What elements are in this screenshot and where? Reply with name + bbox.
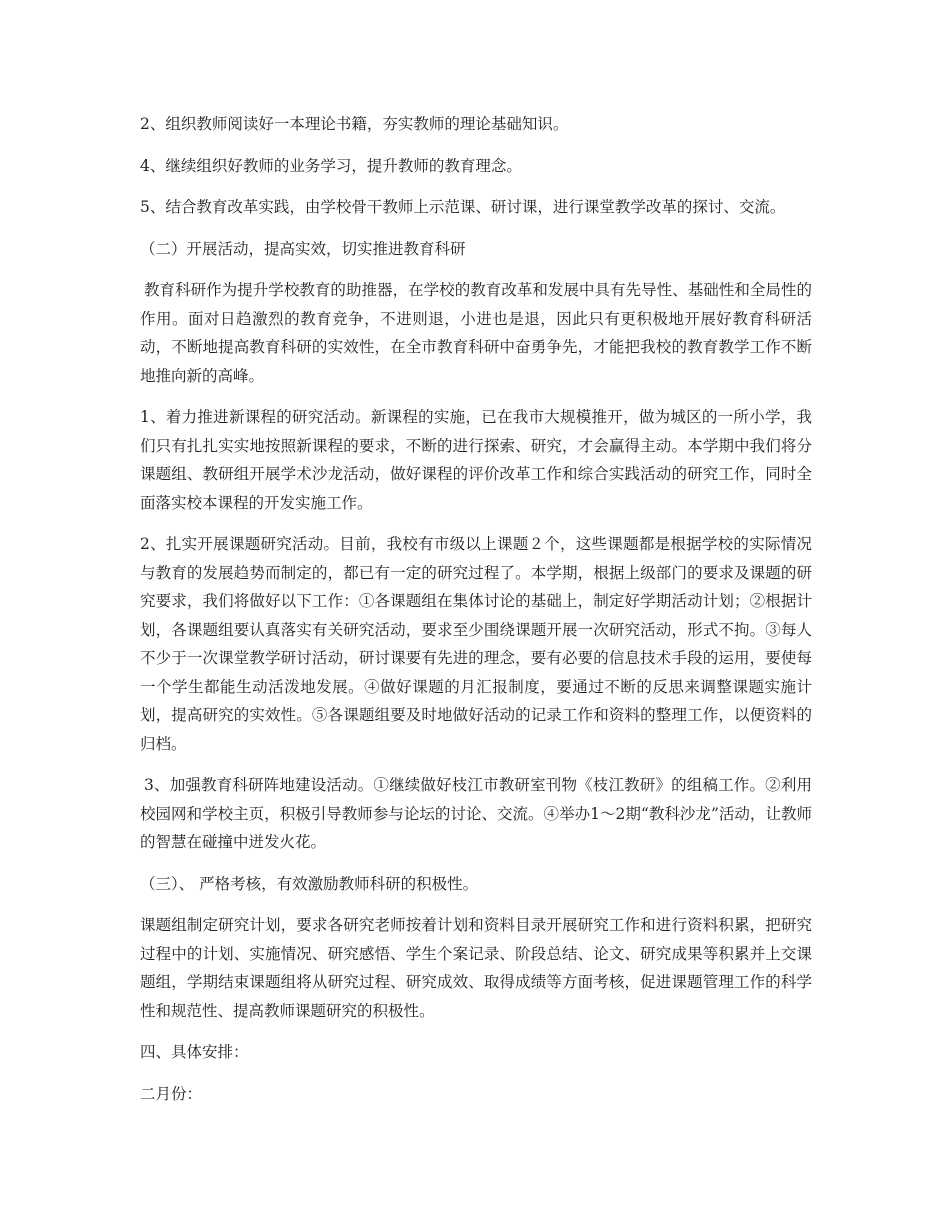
section-heading-2: （二）开展活动，提高实效，切实推进教育科研 [140,239,466,258]
paragraph-item-4: 4、继续组织好教师的业务学习，提升教师的教育理念。 [140,156,522,175]
paragraph-item-2: 2、组织教师阅读好一本理论书籍，夯实教师的理论基础知识。 [140,115,569,133]
paragraph-assessment: 课题组制定研究计划，要求各研究老师按着计划和资料目录开展研究工作和进行资料积累，把研究过程中的计划、实施情况、研究感悟、学生个案记录、阶段总结、论文、研究成果等积累并上交课题组，学期结束课题组将从研究过程、研究成效、取得成绩等方面考核，促进课题管理工作的科学性和规范性、提高教师课题研究的积极性。 [140,916,812,1020]
month-heading-february: 二月份： [140,1084,203,1103]
paragraph-item-5: 5、结合教育改革实践，由学校骨干教师上示范课、研讨课，进行课堂教学改革的探讨、交流。 [140,198,786,216]
section-heading-4: 四、具体安排： [140,1043,249,1061]
paragraph-curriculum-research: 1、着力推进新课程的研究活动。新课程的实施，已在我市大规模推开，做为城区的一所小学，我们只有扎扎实实地按照新课程的要求，不断的进行探索、研究，才会赢得主动。本学期中我们将分课题组、教研组开展学术沙龙活动，做好课程的评价改革工作和综合实践活动的研究工作，同时全面落实校本课程的开发实施工作。 [140,408,812,512]
paragraph-research-intro: 教育科研作为提升学校教育的助推器，在学校的教育改革和发展中具有先导性、基础性和全局性的作用。面对日趋激烈的教育竞争，不进则退，小进也是退，因此只有更积极地开展好教育科研活动，不断地提高教育科研的实效性，在全市教育科研中奋勇争先，才能把我校的教育教学工作不断地推向新的高峰。 [140,281,812,385]
paragraph-topic-research: 2、扎实开展课题研究活动。目前，我校有市级以上课题２个，这些课题都是根据学校的实际情况与教育的发展趋势而制定的，都已有一定的研究过程了。本学期，根据上级部门的要求及课题的研究要求，我们将做好以下工作：①各课题组在集体讨论的基础上，制定好学期活动计划；②根据计划，各课题组要认真落实有关研究活动，要求至少围绕课题开展一次研究活动，形式不拘。③每人不少于一次课堂教学研讨活动，研讨课要有先进的理念，要有必要的信息技术手段的运用，要使每一个学生都能生动活泼地发展。④做好课题的月汇报制度，要通过不断的反思来调整课题实施计划，提高研究的实效性。⑤各课题组要及时地做好活动的记录工作和资料的整理工作，以便资料的归档。 [140,535,812,753]
document-body [140,110,812,1121]
paragraph-research-platform: 3、加强教育科研阵地建设活动。①继续做好枝江市教研室刊物《枝江教研》的组稿工作。②利用校园网和学校主页，积极引导教师参与论坛的讨论、交流。④举办1～2期“教科沙龙”活动，让教师的智慧在碰撞中迸发火花。 [140,776,812,851]
section-heading-3: （三）、 严格考核，有效激励教师科研的积极性。 [140,874,479,893]
